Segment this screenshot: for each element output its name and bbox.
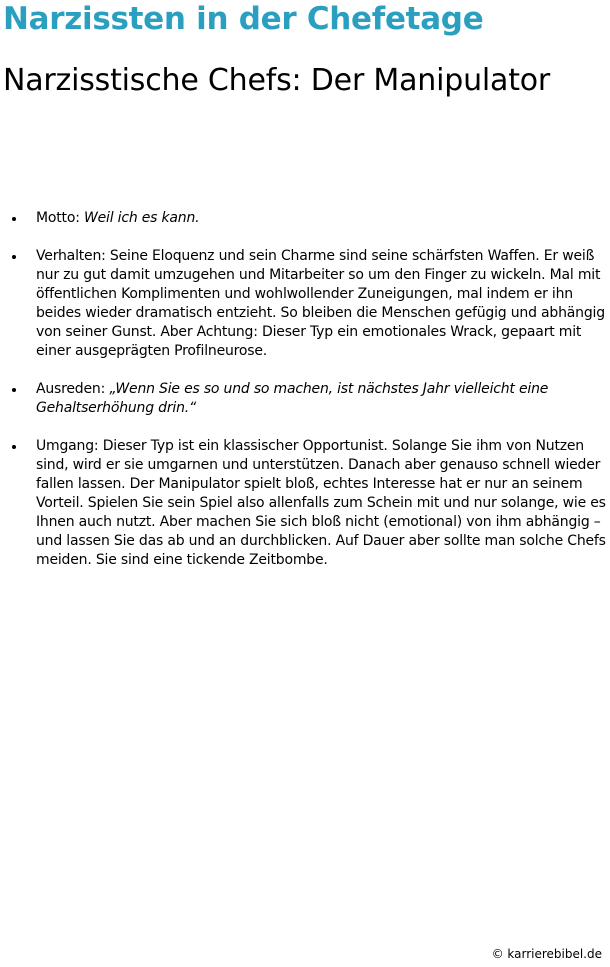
copyright-notice: © karrierebibel.de (491, 947, 602, 961)
bullet-list (0, 209, 610, 570)
bullet-umgang (0, 437, 610, 570)
bullet-value: Seine Eloquenz und sein Charme sind seine schärfsten Waffen. Er weiß nur zu gut damit umzugehen und Mitarbeiter so um den Finger zu wickeln. Mal mit öffentlichen Komplimenten und wohlwollender Zuneigungen, mal indem er ihn beides wieder dramatisch entzieht. So bleiben die Menschen gefügig und abhängig von seiner Gunst. Aber Achtung: Dieser Typ ein emotionales Wrack, gepaart mit einer ausgeprägten Profilneurose. (36, 248, 605, 359)
bullet-motto (0, 209, 610, 228)
bullet-value: „Wenn Sie es so und so machen, ist nächstes Jahr vielleicht eine Gehaltserhöhung drin.“ (36, 381, 549, 416)
bullet-verhalten (0, 247, 610, 361)
bullet-dot-icon (12, 445, 16, 449)
bullet-label: Ausreden: (36, 381, 110, 397)
bullet-label: Motto: (36, 210, 84, 226)
bullet-dot-icon (12, 255, 16, 259)
bullet-value: Dieser Typ ist ein klassischer Opportunist. Solange Sie ihm von Nutzen sind, wird er sie umgarnen und unterstützen. Danach aber genauso schnell wieder fallen lassen. Der Manipulator spielt bloß, echtes Interesse hat er nur an seinem Vorteil. Spielen Sie sein Spiel also allenfalls zum Schein mit und nur solange, wie es Ihnen auch nutzt. Aber machen Sie sich bloß nicht (emotional) von ihm abhängig – und lassen Sie das ab und an durchblicken. Auf Dauer aber sollte man solche Chefs meiden. Sie sind eine tickende Zeitbombe. (36, 438, 606, 568)
bullet-dot-icon (12, 217, 16, 221)
bullet-ausreden (0, 380, 610, 418)
bullet-label: Verhalten: (36, 248, 110, 264)
bullet-value: Weil ich es kann. (83, 210, 200, 226)
page-header: Narzissten in der Chefetage (3, 1, 484, 37)
bullet-label: Umgang: (36, 438, 103, 454)
bullet-dot-icon (12, 388, 16, 392)
article-title: Narzisstische Chefs: Der Manipulator (3, 63, 551, 98)
